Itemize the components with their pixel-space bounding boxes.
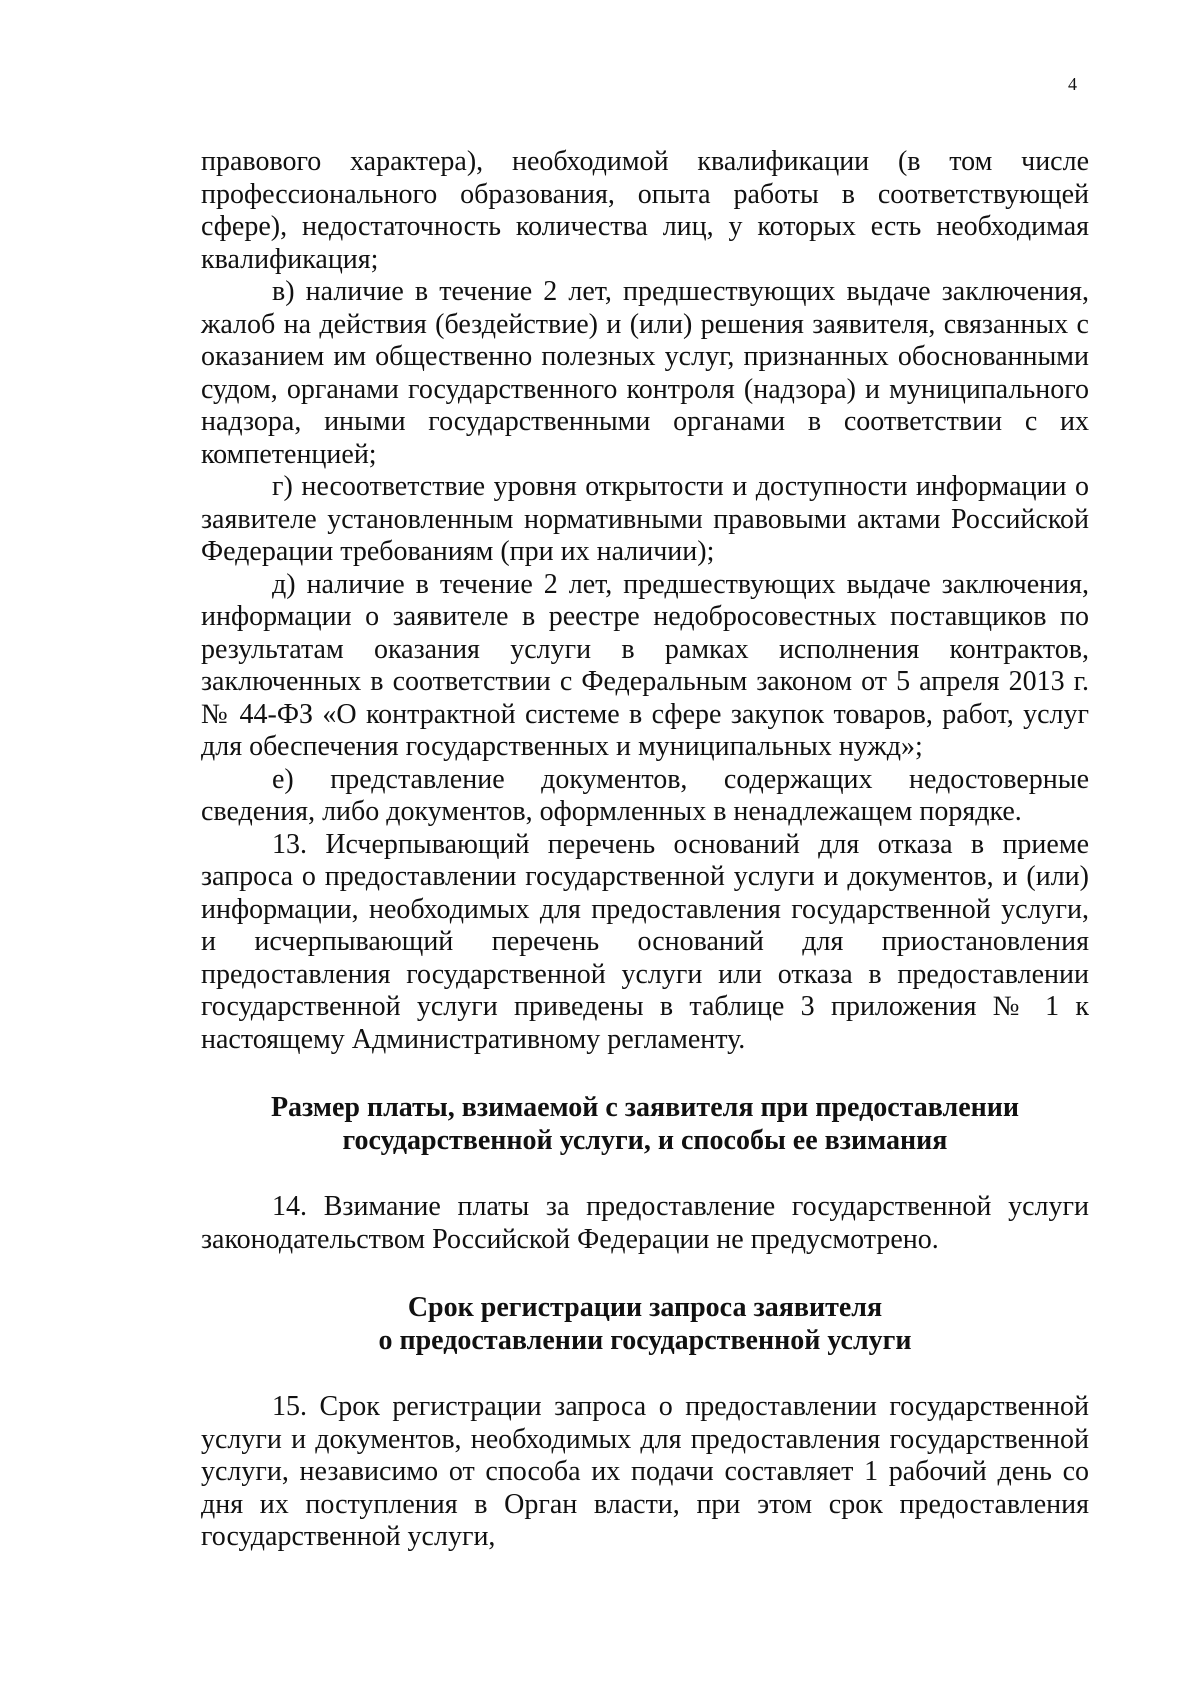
paragraph-item-v: в) наличие в течение 2 лет, предшествующих выдаче заключения, жалоб на действия (бездействие) и (или) решения заявителя, связанных с оказанием им общественно полезных услуг, признанных обоснованными судом, органами государственного контроля (надзора) и муниципального надзора, иными государственными органами в соответствии с их компетенцией; — [201, 276, 1089, 470]
paragraph-14: 14. Взимание платы за предоставление государственной услуги законодательством Российской Федерации не предусмотрено. — [201, 1191, 1089, 1255]
paragraph-item-d: д) наличие в течение 2 лет, предшествующих выдаче заключения, информации о заявителе в реестре недобросовестных поставщиков по результатам оказания услуги в рамках исполнения контрактов, заключенных в соответствии с Федеральным законом от 5 апреля 2013 г. № 44-ФЗ «О контрактной системе в сфере закупок товаров, работ, услуг для обеспечения государственных и муниципальных нужд»; — [201, 568, 1089, 762]
section-heading-registration — [201, 1292, 1089, 1357]
paragraph-continuation: правового характера), необходимой квалификации (в том числе профессионального образования, опыта работы в соответствующей сфере), недостаточность количества лиц, у которых есть необходимая квалификация; — [201, 146, 1089, 275]
paragraph-15: 15. Срок регистрации запроса о предоставлении государственной услуги и документов, необходимых для предоставления государственной услуги, независимо от способа их подачи составляет 1 рабочий день со дня их поступления в Орган власти, при этом срок предоставления государственной услуги, — [201, 1391, 1089, 1552]
section-heading-registration-line2: о предоставлении государственной услуги — [378, 1324, 912, 1356]
document-body — [201, 146, 1089, 1554]
section-heading-fee — [201, 1092, 1089, 1157]
paragraph-13: 13. Исчерпывающий перечень оснований для отказа в приеме запроса о предоставлении государственной услуги и документов, и (или) информации, необходимых для предоставления государственной услуги, и исчерпывающий перечень оснований для приостановления предоставления государственной услуги или отказа в предоставлении государственной услуги приведены в таблице 3 приложения № 1 к настоящему Административному регламенту. — [201, 828, 1089, 1055]
page-number: 4 — [1068, 74, 1077, 94]
paragraph-item-g: г) несоответствие уровня открытости и доступности информации о заявителе установленным нормативными правовыми актами Российской Федерации требованиям (при их наличии); — [201, 471, 1089, 567]
paragraph-item-e: е) представление документов, содержащих недостоверные сведения, либо документов, оформленных в ненадлежащем порядке. — [201, 763, 1089, 827]
section-heading-fee-line1: Размер платы, взимаемой с заявителя при предоставлении — [270, 1092, 1020, 1123]
section-heading-registration-line1: Срок регистрации запроса заявителя — [407, 1292, 883, 1323]
section-heading-fee-line2: государственной услуги, и способы ее взимания — [342, 1124, 948, 1156]
